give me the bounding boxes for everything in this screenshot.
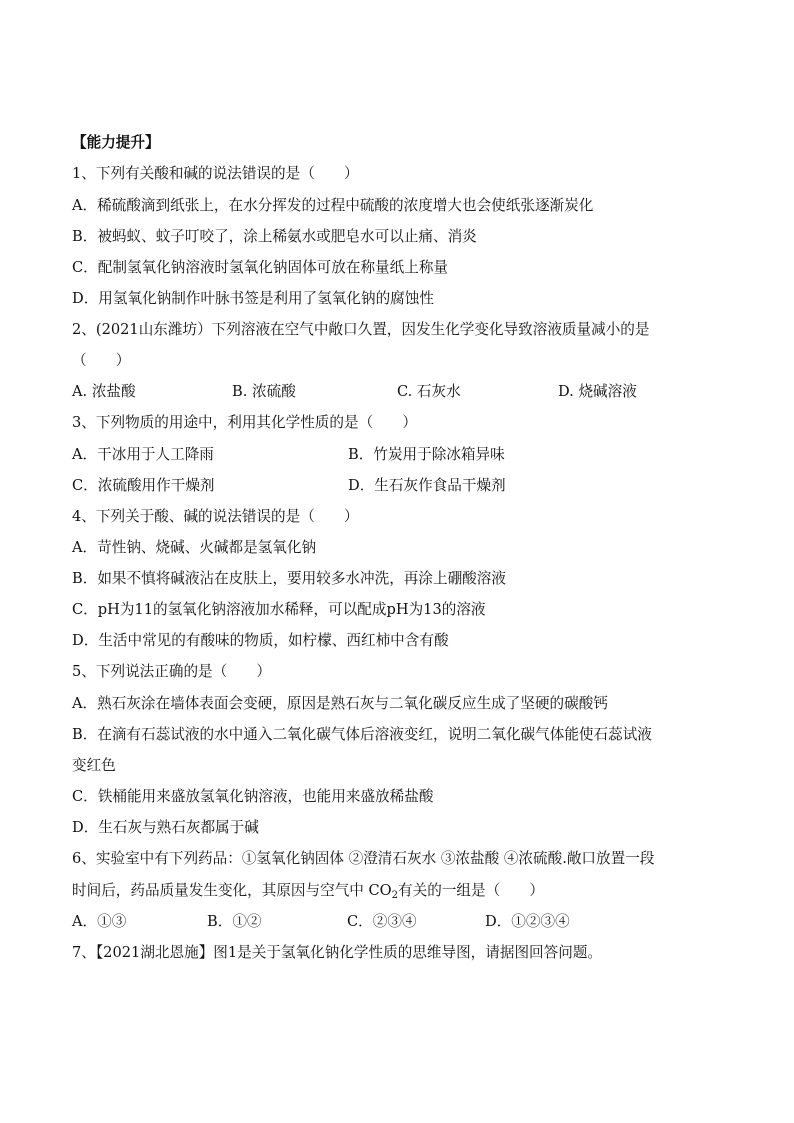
q2-option-a: A. 浓盐酸 [72, 383, 136, 400]
q3-option-c: C．浓硫酸用作干燥剂 [72, 477, 215, 494]
q6-option-c: C．②③④ [347, 913, 417, 930]
q4-option-d: D．生活中常见的有酸味的物质，如柠檬、西红柿中含有酸 [72, 632, 449, 649]
q2-option-d: D. 烧碱溶液 [558, 383, 637, 400]
q4-option-b: B．如果不慎将碱液沾在皮肤上，要用较多水冲洗，再涂上硼酸溶液 [72, 570, 506, 587]
q3-option-d: D．生石灰作食品干燥剂 [348, 477, 506, 494]
q5-option-c: C．铁桶能用来盛放氢氧化钠溶液，也能用来盛放稀盐酸 [72, 788, 434, 805]
q3-option-b: B．竹炭用于除冰箱异味 [348, 446, 505, 463]
q6-co2-subscript: 2 [391, 890, 399, 901]
q4-option-a: A．苛性钠、烧碱、火碱都是氢氧化钠 [72, 539, 317, 556]
q5-option-b: B．在滴有石蕊试液的水中通入二氧化碳气体后溶液变红，说明二氧化碳气体能使石蕊试液 [72, 726, 652, 743]
q4-stem: 4、下列关于酸、碱的说法错误的是（ ） [72, 508, 359, 525]
q6-stem-cont [72, 881, 544, 906]
q2-option-c: C. 石灰水 [397, 383, 461, 400]
q1-option-b: B．被蚂蚁、蚊子叮咬了，涂上稀氨水或肥皂水可以止痛、消炎 [72, 228, 477, 245]
q4-option-c: C．pH为11的氢氧化钠溶液加水稀释，可以配成pH为13的溶液 [72, 601, 486, 618]
q2-stem: 2、(2021山东潍坊）下列溶液在空气中敞口久置，因发生化学变化导致溶液质量减小的是 [72, 321, 650, 338]
q1-stem: 1、下列有关酸和碱的说法错误的是（ ） [72, 165, 359, 182]
q5-option-b-cont: 变红色 [72, 757, 116, 774]
q3-stem: 3、下列物质的用途中，利用其化学性质的是（ ） [72, 414, 417, 431]
q1-option-a: A．稀硫酸滴到纸张上，在水分挥发的过程中硫酸的浓度增大也会使纸张逐渐炭化 [72, 197, 594, 214]
q1-option-d: D．用氢氧化钠制作叶脉书签是利用了氢氧化钠的腐蚀性 [72, 290, 434, 307]
q2-option-b: B. 浓硫酸 [232, 383, 296, 400]
q6-stem-cont-pre: 时间后，药品质量发生变化，其原因与空气中 CO [72, 882, 392, 899]
q6-option-b: B．①② [207, 913, 262, 930]
q3-option-a: A．干冰用于人工降雨 [72, 446, 214, 463]
q5-stem: 5、下列说法正确的是（ ） [72, 663, 272, 680]
q1-option-c: C．配制氢氧化钠溶液时氢氧化钠固体可放在称量纸上称量 [72, 259, 449, 276]
q6-stem: 6、实验室中有下列药品：①氢氧化钠固体 ②澄清石灰水 ③浓盐酸 ④浓硫酸.敞口放置一段 [72, 850, 655, 867]
q7-stem: 7、【2021湖北恩施】图1是关于氢氧化钠化学性质的思维导图，请据图回答问题。 [72, 944, 603, 961]
q5-option-a: A．熟石灰涂在墙体表面会变硬，原因是熟石灰与二氧化碳反应生成了坚硬的碳酸钙 [72, 695, 608, 712]
section-title: 【能力提升】 [72, 134, 160, 151]
q6-option-d: D．①②③④ [485, 913, 570, 930]
q5-option-d: D．生石灰与熟石灰都属于碱 [72, 819, 259, 836]
q2-stem-cont: （ ） [72, 352, 131, 369]
q6-option-a: A．①③ [72, 913, 127, 930]
q6-stem-cont-post: 有关的一组是（ ） [398, 882, 544, 899]
